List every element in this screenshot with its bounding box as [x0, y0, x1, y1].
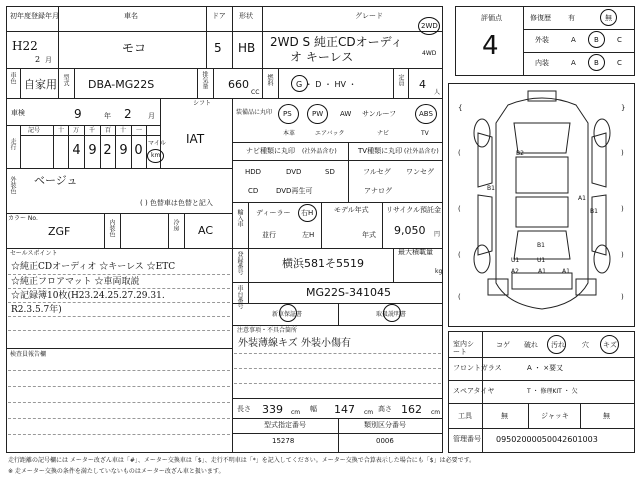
digit-label-2: 万 [73, 127, 80, 134]
exterior-opt: C [617, 36, 622, 44]
body-type: HB [238, 41, 256, 55]
shift-value: IAT [186, 132, 205, 146]
navi-label: ナビ種類に丸印 [246, 147, 295, 155]
chassis-value: MG22S-341045 [306, 286, 391, 299]
navi-item: DVD再生可 [276, 187, 313, 195]
svg-text:): ) [621, 251, 624, 259]
seat-item: 汚れ [551, 341, 565, 349]
navi-item: CD [248, 187, 259, 195]
manual-label: 取扱説明書 [376, 311, 407, 318]
tools-value: 無 [501, 412, 508, 420]
exterior-circle [588, 31, 605, 48]
body-label: 形状 [239, 12, 253, 20]
completeness-label: 修復歴 [530, 14, 551, 22]
damage-label: A1 [578, 195, 586, 202]
car-name: モコ [122, 41, 147, 55]
exterior-grade-label: 外装 [535, 36, 549, 44]
completeness-opt: 有 [568, 14, 575, 22]
svg-text:): ) [621, 205, 624, 213]
mile-unit: マイル [148, 140, 166, 147]
svg-text:(: ( [458, 293, 461, 301]
width-label: 幅 [310, 405, 317, 413]
drive-2wd: 2WD [421, 22, 438, 30]
sales-point-line: R2.3.5.7年) [11, 305, 62, 315]
max-load-label: 最大積載量 [398, 248, 433, 256]
mileage-digit: 2 [103, 143, 112, 158]
length-label: 長さ [237, 405, 251, 413]
doors: 5 [214, 41, 222, 55]
fuel-circle [291, 75, 308, 92]
dealer-label: ディーラー [256, 209, 291, 217]
tv-label: TV種類に丸印 [358, 147, 403, 155]
registration-label: 登録番号 [236, 251, 243, 275]
tv-item: ワンセグ [406, 168, 434, 176]
width-value: 147 [334, 403, 355, 416]
inspector-label: 検査員報告欄 [10, 351, 47, 358]
inspection-month: 2 [124, 107, 132, 121]
type-spec-value: 15278 [272, 437, 295, 445]
model-value: DBA-MG22S [88, 78, 155, 91]
svg-text:(: ( [458, 251, 461, 259]
length-unit: cm [291, 409, 301, 416]
damage-label: A1 [562, 268, 570, 275]
control-number-value: 09502000050042601003 [496, 435, 598, 444]
equip-item: 本革 [283, 130, 296, 137]
left-hand-label: 左H [302, 231, 315, 239]
inspection-year-unit: 年 [104, 112, 111, 120]
color-code-value: ZGF [48, 225, 71, 238]
windshield-label: フロントガラス [453, 364, 502, 372]
seat-item: 穴 [582, 341, 589, 349]
inspection-label: 車検 [11, 109, 25, 117]
new-warranty-label: 新車保証書 [272, 311, 303, 318]
svg-text:): ) [621, 149, 624, 157]
color-change-note: ( ) 色替車は色替と記入 [140, 199, 213, 207]
displacement-label: 排気量 [201, 71, 208, 89]
drive-4wd: 4WD [422, 50, 437, 57]
first-reg-month-unit: 月 [45, 56, 52, 64]
digit-label-6: 一 [136, 127, 143, 134]
completeness-circle [600, 9, 617, 26]
tv-sub: (社外品含む) [404, 148, 439, 155]
navi-item: DVD [286, 168, 302, 176]
import-label: 輸入車 [236, 209, 243, 227]
right-hand-label: 右H [301, 209, 314, 217]
width-unit: cm [364, 409, 374, 416]
equipment-label: 装備品に丸印 [236, 109, 273, 116]
grade-line1: 2WD S 純正CDオーディ [270, 35, 403, 49]
fuel-options: G ・ D ・ HV ・ [296, 80, 357, 89]
svg-text:): ) [621, 293, 624, 301]
seat-item: キズ [603, 341, 617, 349]
sales-point-label: セールスポイント [10, 250, 58, 257]
damage-label: A1 [538, 268, 546, 275]
length-value: 339 [262, 403, 283, 416]
fuel-label: 燃料 [266, 74, 273, 86]
control-number-label: 管理番号 [453, 435, 481, 443]
jack-value: 無 [603, 412, 610, 420]
capacity-label: 定員 [397, 74, 404, 86]
sales-point-line: ☆純正CDオーディオ ☆キーレス ☆ETC [11, 262, 176, 272]
inspection-month-unit: 月 [148, 112, 155, 120]
footer-note-1: 走行距離の記号欄には メーター改ざん車は「#」、メーター交換車は「$」、走行不明車は「*」を記入してください。メーター交換で合算表示した場合にも「$」は必要です。 [8, 457, 476, 464]
model-label: 型式 [62, 74, 69, 86]
navi-item: SD [325, 168, 335, 176]
notes-value: 外装薄線キズ 外装小傷有 [238, 338, 351, 349]
first-reg-year: H22 [12, 39, 38, 53]
cc-unit: CC [251, 89, 260, 96]
navi-sub: (社外品含む) [302, 148, 337, 155]
equip-item: エアバック [315, 130, 345, 137]
displacement-value: 660 [228, 78, 249, 91]
door-label: ドア [212, 12, 226, 20]
model-year-label: モデル年式 [334, 206, 369, 214]
equip-item: サンルーフ [362, 110, 397, 118]
seat-item: コゲ [496, 341, 510, 349]
mileage-note-label: 記号 [28, 127, 41, 134]
mileage-digit: 9 [119, 143, 128, 158]
first-reg-label: 初年度登録年月 [10, 12, 59, 20]
car-name-label: 車名 [124, 12, 138, 20]
max-load-unit: kg [435, 268, 443, 275]
ac-label: 冷房 [172, 219, 179, 231]
equip-item: PS [283, 110, 292, 118]
interior-color-label: 内装色 [108, 219, 115, 237]
seat-item: 破れ [524, 341, 538, 349]
plate-label: 車色 [9, 72, 16, 84]
interior-opt: A [571, 59, 576, 67]
digit-label-4: 百 [105, 127, 112, 134]
registration-value: 横浜581そ5519 [282, 257, 364, 270]
spare-tire-value: T ・ 修理KIT ・ 欠 [527, 388, 578, 395]
tv-item: フルセグ [363, 168, 391, 176]
interior-circle [588, 54, 605, 71]
height-value: 162 [401, 403, 422, 416]
equip-item: ABS [419, 110, 433, 118]
exterior-color-label: 外装色 [9, 176, 16, 194]
interior-opt: C [617, 59, 622, 67]
digit-label-5: 十 [120, 127, 127, 134]
height-label: 高さ [378, 405, 392, 413]
overall-grade-label: 評価点 [481, 14, 502, 22]
exterior-opt: B [594, 36, 599, 44]
svg-text:}: } [621, 104, 626, 112]
sales-point-line: ☆純正フロアマット ☆車両取説 [11, 277, 140, 287]
jack-label: ジャッキ [541, 412, 569, 420]
windshield-value: A ・ ×要又 [527, 364, 564, 372]
grade-line2: オ キーレス [290, 50, 354, 64]
capacity-unit: 人 [434, 89, 441, 96]
svg-text:{: { [458, 104, 463, 112]
tv-item: アナログ [364, 187, 392, 195]
equip-item: AW [340, 110, 352, 118]
equip-item: TV [421, 130, 429, 137]
recycle-yen: 円 [434, 231, 441, 238]
ps-circle [278, 104, 299, 124]
km-unit: km [151, 152, 161, 159]
damage-label: B1 [590, 208, 598, 215]
mileage-digit: 0 [134, 143, 143, 158]
notes-label: 注意事項・不具合箇所 [237, 327, 298, 334]
car-diagram [448, 83, 635, 327]
damage-label: B2 [516, 150, 524, 157]
grade-label: グレード [355, 12, 383, 20]
warranty-circle [279, 304, 297, 322]
right-hand-circle [298, 204, 317, 222]
damage-label: A2 [511, 268, 519, 275]
damage-label: B1 [537, 242, 545, 249]
category-value: 0006 [376, 437, 394, 445]
tools-label: 工具 [458, 412, 472, 420]
pw-circle [307, 104, 328, 124]
height-unit: cm [431, 409, 441, 416]
footer-note-2: ※ 走メーター交換の条件を満たしていないものはメーター改ざん車と扱います。 [8, 468, 225, 475]
inspection-year: 9 [74, 107, 82, 121]
type-spec-label: 型式指定番号 [264, 421, 306, 429]
interior-grade-label: 内装 [535, 59, 549, 67]
digit-label-1: 十 [58, 127, 65, 134]
color-code-label: カラー No. [8, 215, 38, 222]
equip-item: ナビ [377, 130, 390, 137]
completeness-opt: 無 [605, 14, 612, 22]
category-label: 類別区分番号 [364, 421, 406, 429]
parallel-label: 並行 [262, 231, 276, 239]
exterior-opt: A [571, 36, 576, 44]
digit-label-3: 千 [89, 127, 96, 134]
damage-label: U1 [537, 257, 546, 264]
first-reg-month: 2 [35, 55, 41, 64]
mileage-label: 走行 [9, 138, 16, 150]
mileage-digit: 9 [88, 143, 97, 158]
ac-value: AC [198, 224, 214, 237]
model-year-suffix: 年式 [362, 231, 376, 239]
chassis-label: 車台番号 [236, 285, 243, 309]
recycle-value: 9,050 [394, 224, 426, 237]
mileage-digit: 4 [72, 143, 81, 158]
capacity-value: 4 [419, 78, 426, 91]
abs-circle [415, 104, 437, 124]
svg-text:(: ( [458, 205, 461, 213]
damage-label: U1 [511, 257, 520, 264]
interior-opt: B [594, 59, 599, 67]
svg-text:(: ( [458, 149, 461, 157]
usage-value: 自家用 [24, 78, 57, 91]
equip-item: PW [312, 110, 324, 118]
stain-circle [547, 335, 566, 354]
overall-grade-value: 4 [482, 31, 499, 61]
scratch-circle [600, 335, 619, 354]
exterior-color-value: ベージュ [34, 174, 78, 187]
seat-label: 室内シート [453, 340, 474, 357]
sales-point-line: ☆記録簿10枚(H23.24.25.27.29.31. [11, 291, 165, 301]
shift-label: シフト [193, 100, 212, 107]
damage-label: B1 [487, 185, 495, 192]
recycle-label: リサイクル預託金 [386, 206, 442, 214]
manual-circle [383, 304, 401, 322]
spare-tire-label: スペアタイヤ [453, 387, 495, 395]
navi-item: HDD [245, 168, 262, 176]
